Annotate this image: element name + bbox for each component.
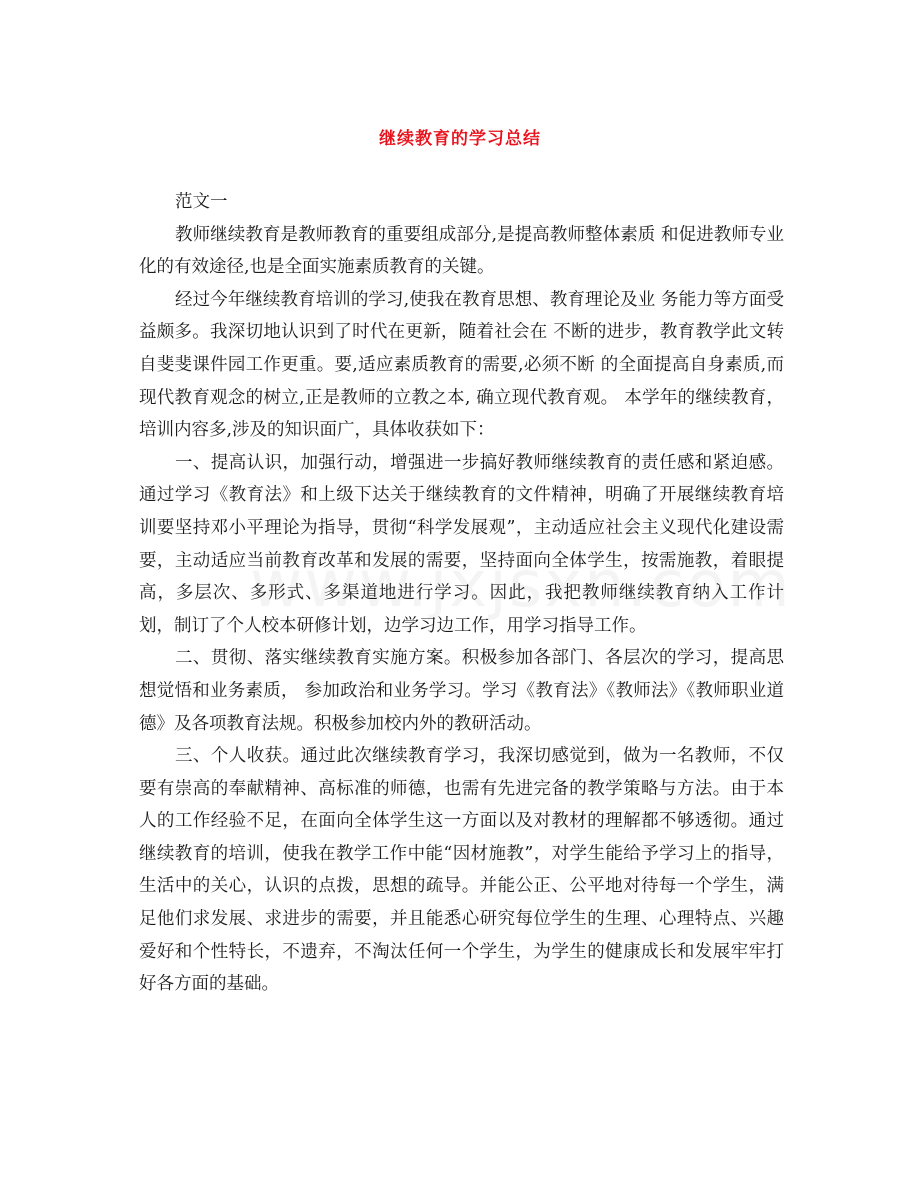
document-title: 继续教育的学习总结 [379, 129, 541, 149]
document-body [139, 186, 784, 1001]
paragraph-intro: 教师继续教育是教师教育的重要组成部分,是提高教师整体素质 和促进教师专业化的有效途径,也是全面实施素质教育的关键。 [139, 224, 784, 278]
section-label: 范文一 [175, 192, 228, 212]
paragraph-point-three: 三、个人收获。通过此次继续教育学习，我深切感觉到，做为一名教师，不仅要有崇高的奉献精神、高标准的师德，也需有先进完备的教学策略与方法。由于本人的工作经验不足，在面向全体学生这一方面以及对教材的理解都不够透彻。通过继续教育的培训，使我在教学工作中能“因材施教”，对学生能给予学习上的指导，生活中的关心，认识的点拨，思想的疏导。并能公正、公平地对待每一个学生，满足他们求发展、求进步的需要，并且能悉心研究每位学生的生理、心理特点、兴趣爱好和个性特长，不遗弃，不淘汰任何一个学生，为学生的健康成长和发展牢牢打好各方面的基础。 [139, 746, 784, 995]
paragraph-point-one: 一、提高认识，加强行动，增强进一步搞好教师继续教育的责任感和紧迫感。通过学习《教育法》和上级下达关于继续教育的文件精神，明确了开展继续教育培训要坚持邓小平理论为指导，贯彻“科学发展观”，主动适应社会主义现代化建设需要，主动适应当前教育改革和发展的需要，坚持面向全体学生，按需施教，着眼提高，多层次、多形式、多渠道地进行学习。因此，我把教师继续教育纳入工作计划，制订了个人校本研修计划，边学习边工作，用学习指导工作。 [139, 452, 784, 636]
paragraph-gains: 经过今年继续教育培训的学习,使我在教育思想、教育理论及业 务能力等方面受益颇多。我深切地认识到了时代在更新，随着社会在 不断的进步，教育教学此文转自斐斐课件园工作更重。要,适应素质教育的需要,必须不断 的全面提高自身素质,而现代教育观念的树立,正是教师的立教之本, 确立现代教育观。 本学年的继续教育，培训内容多,涉及的知识面广，具体收获如下： [139, 289, 784, 441]
paragraph-point-two: 二、贯彻、落实继续教育实施方案。积极参加各部门、各层次的学习，提高思想觉悟和业务素质， 参加政治和业务学习。学习《教育法》《教师法》《教师职业道德》及各项教育法规。积极参加校内外的教研活动。 [139, 648, 784, 734]
